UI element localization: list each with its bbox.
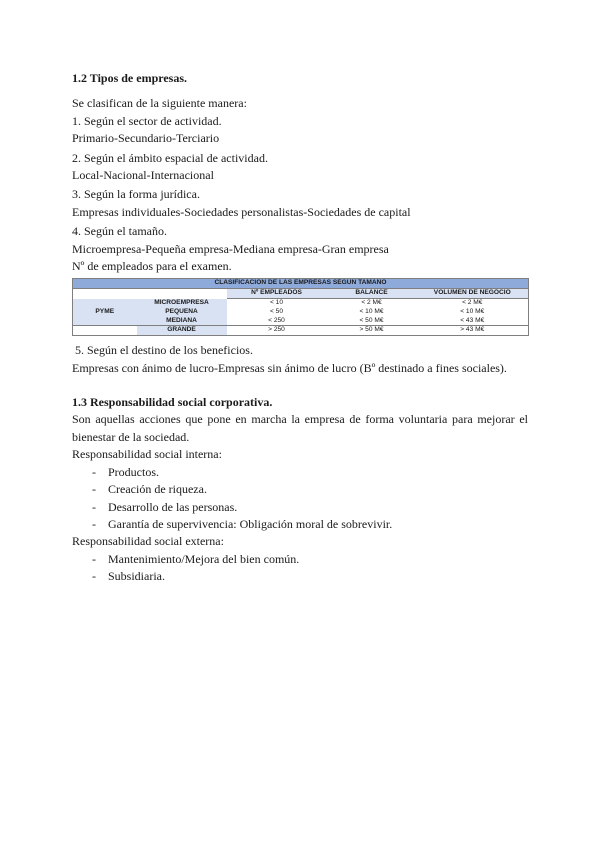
list-item-text: Creación de riqueza. — [108, 482, 207, 497]
external-list — [72, 551, 528, 586]
criterion-heading: 2. Según el ámbito espacial de actividad. — [72, 150, 268, 165]
rsc-definition: Son aquellas acciones que pone en marcha la empresa de forma voluntaria para mejorar el bienestar de la sociedad. — [72, 412, 528, 444]
list-item-text: Desarrollo de las personas. — [108, 499, 238, 514]
section-intro: Se clasifican de la siguiente manera: — [72, 96, 247, 111]
list-item — [92, 499, 528, 516]
table-cell: < 2 M€ — [361, 299, 382, 307]
list-item-text: Garantía de supervivencia: Obligación moral de sobrevivir. — [108, 516, 393, 531]
column-header: Nº EMPLEADOS — [227, 289, 327, 299]
dash-bullet: - — [92, 551, 96, 566]
criterion-heading: 1. Según el sector de actividad. — [72, 113, 222, 128]
table-row — [73, 317, 529, 326]
table-cell: < 43 M€ — [417, 317, 529, 326]
dash-bullet: - — [92, 569, 96, 584]
table-cell: < 10 — [269, 299, 284, 307]
criterion-heading: 5. Según el destino de los beneficios. — [75, 343, 253, 358]
criterion-heading: 3. Según la forma jurídica. — [72, 187, 200, 202]
dash-bullet: - — [92, 482, 96, 497]
list-item-text: Mantenimiento/Mejora del bien común. — [108, 551, 300, 566]
list-item — [92, 464, 528, 481]
column-header: BALANCE — [327, 289, 417, 299]
table-cell: > 250 — [227, 326, 327, 336]
external-label: Responsabilidad social externa: — [72, 534, 224, 549]
list-item — [92, 516, 528, 533]
table-cell: > 43 M€ — [417, 326, 529, 336]
row-label: MICROEMPRESA — [137, 299, 227, 308]
table-cell: < 250 — [268, 316, 285, 324]
list-item-text: Subsidiaria. — [108, 569, 165, 584]
criterion-detail: Microempresa-Pequeña empresa-Mediana empresa-Gran empresa — [72, 241, 389, 256]
criterion-note: Nº de empleados para el examen. — [72, 259, 232, 274]
list-item — [92, 568, 528, 585]
row-label: GRANDE — [137, 326, 227, 336]
pyme-group-label: PYME — [73, 299, 137, 326]
size-classification-table-wrap — [72, 278, 528, 336]
internal-label: Responsabilidad social interna: — [72, 447, 222, 462]
row-label: MEDIANA — [137, 317, 227, 326]
dash-bullet: - — [92, 464, 96, 479]
list-item — [92, 551, 528, 568]
criterion-detail: Empresas individuales-Sociedades personalistas-Sociedades de capital — [72, 204, 411, 219]
table-cell: < 2 M€ — [417, 299, 529, 308]
table-cell: < 50 — [269, 307, 284, 315]
criterion-detail: Empresas con ánimo de lucro-Empresas sin ánimo de lucro (Bº destinado a fines sociales). — [72, 360, 507, 375]
table-title-row — [73, 279, 529, 289]
criterion-detail: Local-Nacional-Internacional — [72, 168, 214, 183]
table-cell: < 10 M€ — [359, 307, 384, 315]
dash-bullet: - — [92, 516, 96, 531]
table-cell: < 10 M€ — [417, 308, 529, 317]
table-cell: < 50 M€ — [359, 316, 384, 324]
page-content — [72, 70, 528, 586]
criterion-detail: Primario-Secundario-Terciario — [72, 131, 220, 146]
row-label: PEQUEÑA — [137, 308, 227, 317]
list-item — [92, 481, 528, 498]
table-row — [73, 326, 529, 336]
section-heading-rsc: 1.3 Responsabilidad social corporativa. — [72, 395, 273, 410]
table-row — [73, 299, 529, 308]
section-heading-tipos: 1.2 Tipos de empresas. — [72, 71, 188, 85]
table-row — [73, 308, 529, 317]
list-item-text: Productos. — [108, 464, 159, 479]
table-cell-empty — [73, 326, 137, 336]
column-header: VOLUMEN DE NEGOCIO — [417, 289, 529, 299]
table-header-row — [73, 289, 529, 299]
table-title: CLASIFICACIÓN DE LAS EMPRESAS SEGÚN TAMAÑO — [73, 279, 529, 289]
criterion-heading: 4. Según el tamaño. — [72, 224, 167, 239]
dash-bullet: - — [92, 499, 96, 514]
table-header-blank — [73, 289, 227, 299]
size-classification-table — [72, 278, 529, 336]
table-cell: > 50 M€ — [327, 326, 417, 336]
internal-list — [72, 464, 528, 534]
